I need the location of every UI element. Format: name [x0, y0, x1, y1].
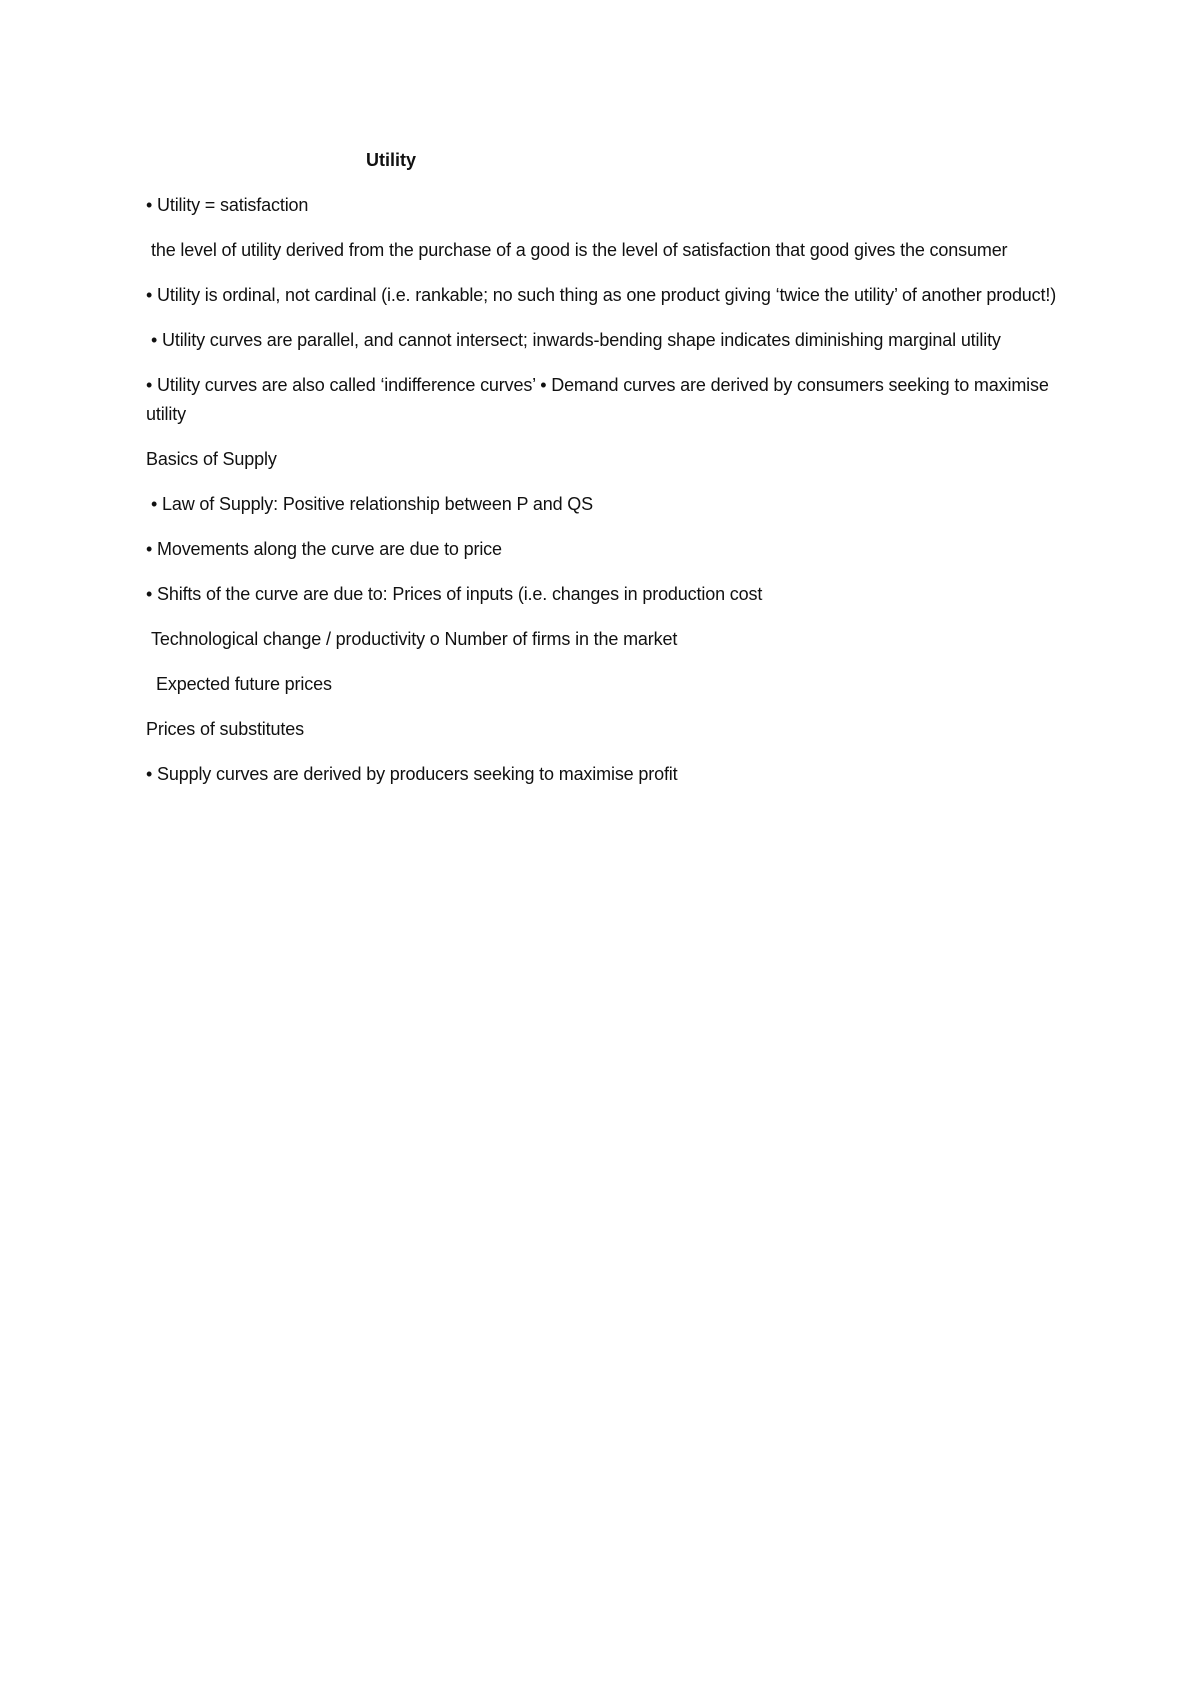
line-technological-change: Technological change / productivity o Number of firms in the market: [151, 629, 678, 649]
bullet-shifts-of-curve: • Shifts of the curve are due to: Prices of inputs (i.e. changes in production cost: [146, 584, 763, 604]
line-prices-of-substitutes: Prices of substitutes: [146, 719, 304, 739]
bullet-supply-curves-profit: • Supply curves are derived by producers seeking to maximise profit: [146, 764, 678, 784]
paragraph-utility-definition: the level of utility derived from the purchase of a good is the level of satisfaction that good gives the consumer: [151, 240, 1008, 260]
bullet-utility-satisfaction: • Utility = satisfaction: [146, 195, 309, 215]
document-title: Utility: [366, 150, 417, 170]
bullet-law-of-supply: • Law of Supply: Positive relationship between P and QS: [151, 494, 593, 514]
bullet-utility-curves-parallel: • Utility curves are parallel, and cannot intersect; inwards-bending shape indicates diminishing marginal utility: [151, 330, 1001, 350]
bullet-indifference-curves: • Utility curves are also called ‘indifference curves’ • Demand curves are derived by consumers seeking to maximise utility: [146, 375, 1049, 424]
bullet-utility-ordinal: • Utility is ordinal, not cardinal (i.e. rankable; no such thing as one product giving ‘twice the utility’ of another product!): [146, 285, 1057, 305]
line-expected-future-prices: Expected future prices: [156, 674, 332, 694]
bullet-movements-along-curve: • Movements along the curve are due to price: [146, 539, 502, 559]
section-heading-supply: Basics of Supply: [146, 449, 277, 469]
document-body: [146, 146, 1066, 805]
